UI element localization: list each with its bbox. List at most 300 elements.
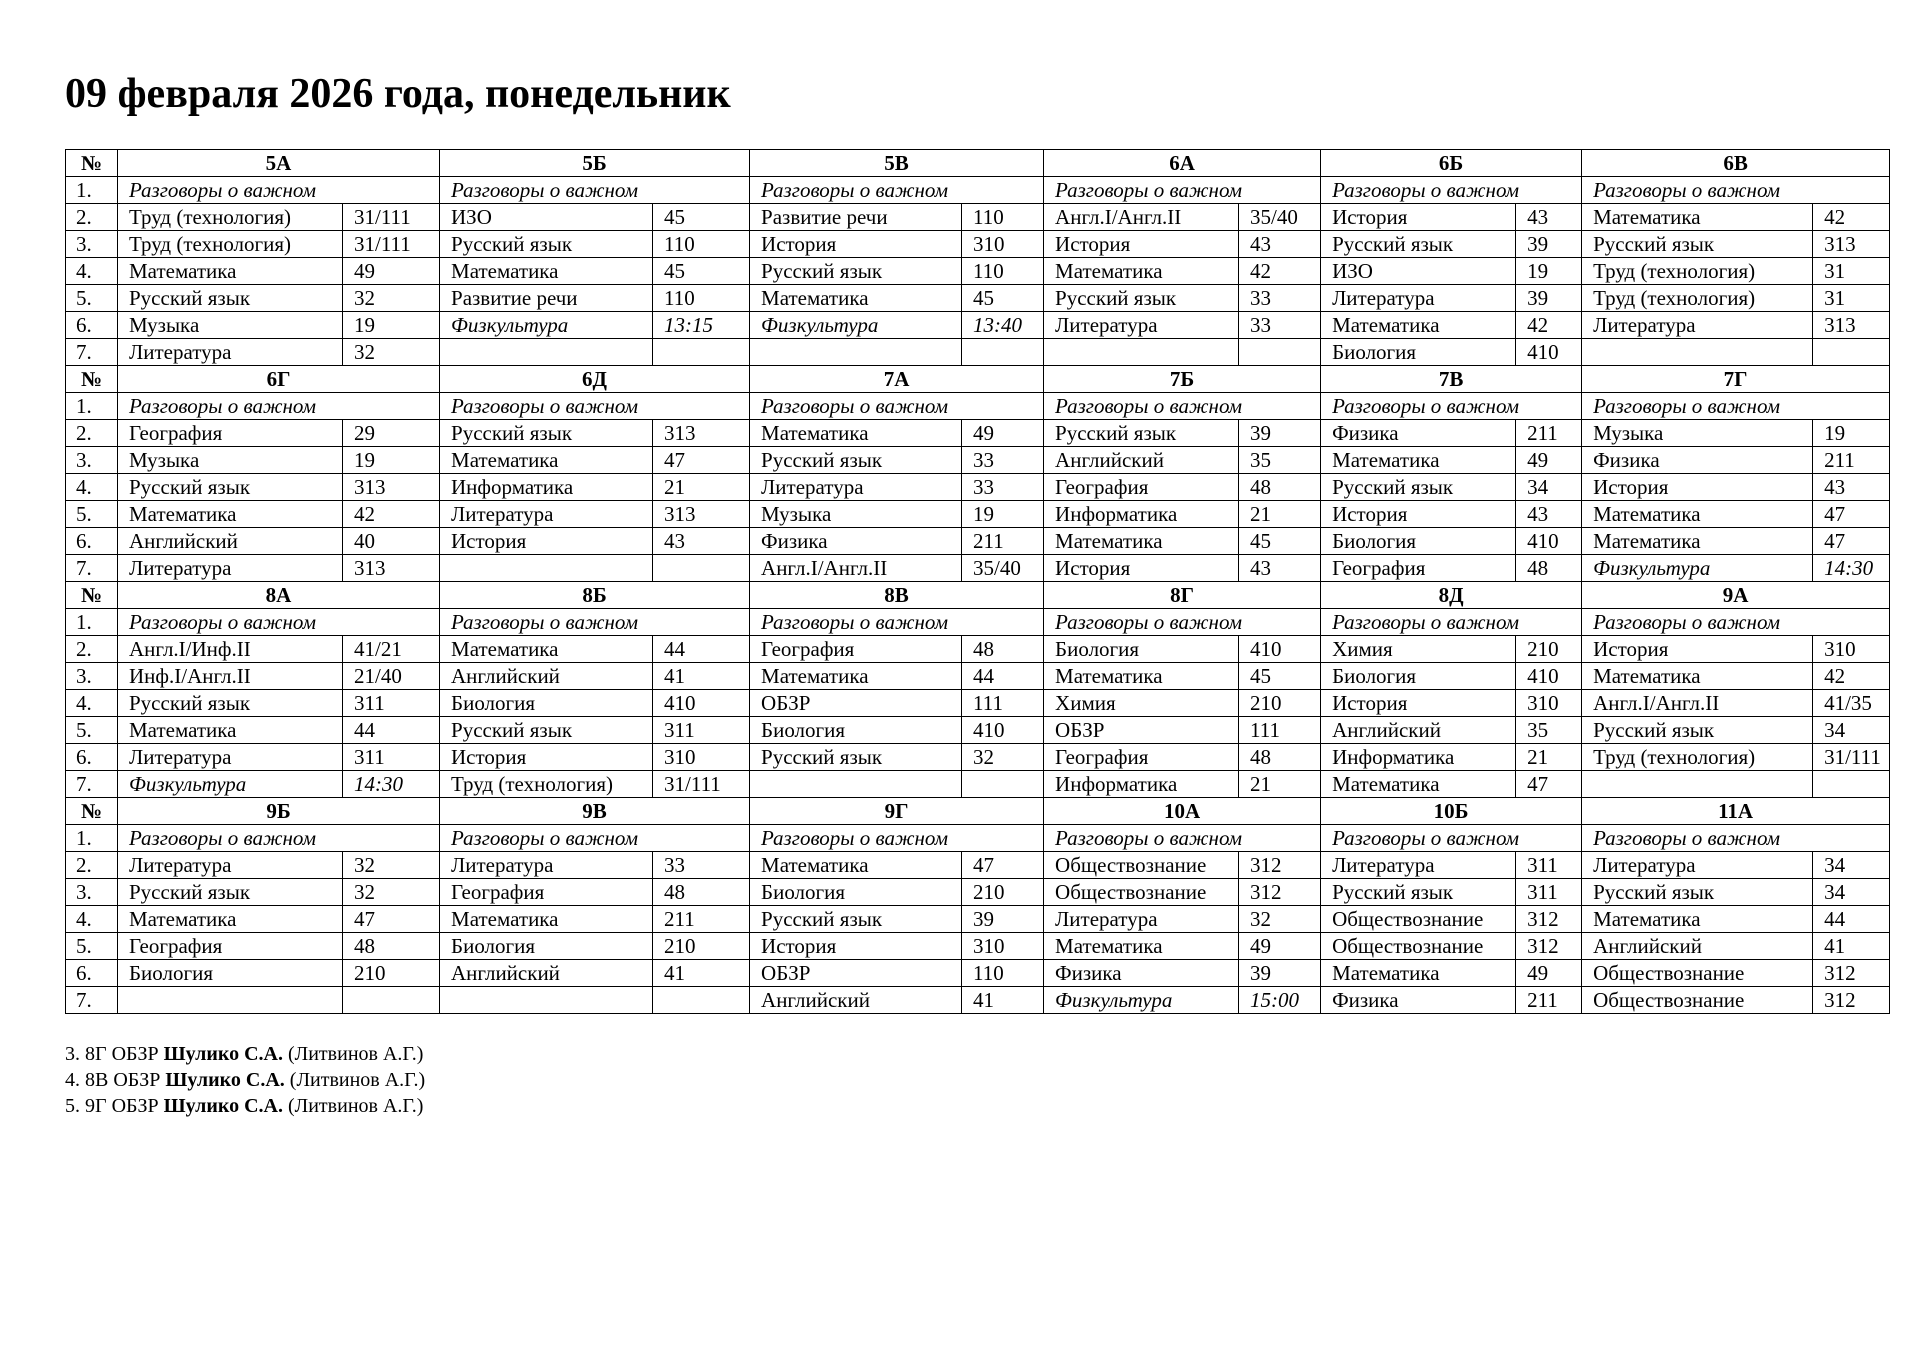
lesson-room: 14:30 [1813, 555, 1890, 582]
lesson-room [653, 339, 750, 366]
lesson-subject: Литература [118, 339, 343, 366]
lesson-room: 14:30 [343, 771, 440, 798]
lesson-subject: Математика [440, 447, 653, 474]
lesson-row [66, 339, 1890, 366]
lesson-room: 49 [1516, 447, 1582, 474]
lesson-room: 310 [653, 744, 750, 771]
lesson-subject: Биология [1321, 339, 1516, 366]
lesson-subject: Английский [750, 987, 962, 1014]
lesson-subject: Русский язык [750, 258, 962, 285]
lesson-room: 31 [1813, 258, 1890, 285]
class-name: 9А [1582, 582, 1890, 609]
number-header: № [66, 798, 118, 825]
lesson-number: 3. [66, 231, 118, 258]
note-suffix: (Литвинов А.Г.) [283, 1095, 424, 1117]
lesson-subject: Физкультура [1044, 987, 1239, 1014]
lesson-room: 33 [1239, 312, 1321, 339]
lesson-room: 41 [1813, 933, 1890, 960]
lesson-subject: Разговоры о важном [1582, 609, 1890, 636]
lesson-room: 310 [962, 231, 1044, 258]
lesson-subject: Разговоры о важном [750, 825, 1044, 852]
lesson-subject [1582, 771, 1813, 798]
lesson-subject: Биология [440, 933, 653, 960]
lesson-subject: Математика [750, 420, 962, 447]
lesson-subject: Физика [1321, 987, 1516, 1014]
lesson-subject: Информатика [1044, 501, 1239, 528]
lesson-row [66, 771, 1890, 798]
lesson-subject: Английский [1582, 933, 1813, 960]
lesson-room: 33 [653, 852, 750, 879]
lesson-subject: Инф.I/Англ.II [118, 663, 343, 690]
lesson-subject: Русский язык [118, 285, 343, 312]
lesson-number: 1. [66, 393, 118, 420]
note-teacher: Шулико С.А. [163, 1043, 283, 1065]
lesson-room: 42 [1239, 258, 1321, 285]
lesson-room: 211 [1516, 420, 1582, 447]
lesson-room: 19 [1813, 420, 1890, 447]
lesson-subject: История [750, 933, 962, 960]
lesson-subject: Биология [1321, 663, 1516, 690]
lesson-subject: Физкультура [1582, 555, 1813, 582]
lesson-subject: Математика [1582, 528, 1813, 555]
lesson-row [66, 204, 1890, 231]
lesson-number: 2. [66, 204, 118, 231]
lesson-subject: Математика [440, 906, 653, 933]
class-name: 5В [750, 150, 1044, 177]
lesson-subject: Разговоры о важном [118, 609, 440, 636]
lesson-subject: Физика [750, 528, 962, 555]
lesson-subject: Разговоры о важном [1044, 177, 1321, 204]
lesson-subject: Разговоры о важном [1321, 609, 1582, 636]
lesson-room: 35/40 [1239, 204, 1321, 231]
lesson-subject: Математика [118, 906, 343, 933]
lesson-room: 210 [1239, 690, 1321, 717]
lesson-subject: Математика [1321, 960, 1516, 987]
lesson-subject: Русский язык [1321, 231, 1516, 258]
lesson-subject: География [440, 879, 653, 906]
lesson-subject: Математика [1582, 501, 1813, 528]
class-name: 5А [118, 150, 440, 177]
lesson-subject: Литература [1044, 906, 1239, 933]
lesson-room: 48 [653, 879, 750, 906]
lesson-subject: Математика [1044, 663, 1239, 690]
class-name: 7В [1321, 366, 1582, 393]
lesson-room: 31 [1813, 285, 1890, 312]
lesson-room: 42 [1813, 663, 1890, 690]
lesson-room: 48 [962, 636, 1044, 663]
lesson-room: 312 [1813, 960, 1890, 987]
lesson-room: 19 [1516, 258, 1582, 285]
lesson-room: 35 [1516, 717, 1582, 744]
lesson-room [653, 987, 750, 1014]
lesson-subject: Труд (технология) [118, 231, 343, 258]
lesson-room: 45 [1239, 663, 1321, 690]
lesson-room: 110 [653, 231, 750, 258]
lesson-room: 311 [343, 744, 440, 771]
lesson-number: 5. [66, 933, 118, 960]
lesson-subject: Разговоры о важном [750, 177, 1044, 204]
lesson-subject: История [750, 231, 962, 258]
class-name: 7Г [1582, 366, 1890, 393]
lesson-row [66, 258, 1890, 285]
lesson-row [66, 825, 1890, 852]
lesson-room: 13:40 [962, 312, 1044, 339]
lesson-subject [750, 771, 962, 798]
lesson-subject: История [1044, 555, 1239, 582]
class-name: 6Б [1321, 150, 1582, 177]
lesson-subject: Музыка [1582, 420, 1813, 447]
lesson-number: 4. [66, 258, 118, 285]
lesson-room [962, 771, 1044, 798]
lesson-subject: Русский язык [750, 744, 962, 771]
lesson-row [66, 609, 1890, 636]
lesson-room: 49 [962, 420, 1044, 447]
lesson-room [1813, 339, 1890, 366]
lesson-room: 310 [962, 933, 1044, 960]
class-name: 10А [1044, 798, 1321, 825]
lesson-subject: История [1321, 204, 1516, 231]
lesson-subject: Труд (технология) [1582, 285, 1813, 312]
lesson-room: 313 [653, 420, 750, 447]
lesson-row [66, 960, 1890, 987]
lesson-room: 34 [1813, 852, 1890, 879]
lesson-room: 21 [1239, 501, 1321, 528]
lesson-room: 43 [1813, 474, 1890, 501]
lesson-room: 42 [343, 501, 440, 528]
lesson-subject: Русский язык [1321, 474, 1516, 501]
lesson-room: 39 [962, 906, 1044, 933]
lesson-room: 48 [343, 933, 440, 960]
lesson-room: 49 [1239, 933, 1321, 960]
lesson-room: 311 [1516, 852, 1582, 879]
lesson-row [66, 933, 1890, 960]
lesson-number: 2. [66, 420, 118, 447]
lesson-subject: История [1321, 690, 1516, 717]
lesson-room: 47 [1813, 528, 1890, 555]
note-prefix: 3. 8Г ОБЗР [65, 1043, 164, 1065]
lesson-subject: Литература [440, 852, 653, 879]
lesson-room: 32 [343, 852, 440, 879]
lesson-subject: География [1044, 474, 1239, 501]
lesson-number: 6. [66, 312, 118, 339]
lesson-room: 19 [343, 312, 440, 339]
lesson-subject: География [118, 420, 343, 447]
note-teacher: Шулико С.А. [163, 1095, 283, 1117]
lesson-room: 312 [1516, 933, 1582, 960]
lesson-room: 45 [653, 204, 750, 231]
lesson-room: 13:15 [653, 312, 750, 339]
lesson-subject: Разговоры о важном [1582, 393, 1890, 420]
lesson-subject: Русский язык [750, 447, 962, 474]
lesson-number: 7. [66, 555, 118, 582]
lesson-room: 31/111 [343, 204, 440, 231]
lesson-subject: История [440, 528, 653, 555]
note-suffix: (Литвинов А.Г.) [283, 1043, 424, 1065]
lesson-room: 49 [1516, 960, 1582, 987]
class-name: 8Г [1044, 582, 1321, 609]
lesson-room: 35/40 [962, 555, 1044, 582]
lesson-room: 110 [653, 285, 750, 312]
lesson-room: 45 [962, 285, 1044, 312]
lesson-subject: ОБЗР [1044, 717, 1239, 744]
lesson-subject: Разговоры о важном [1321, 825, 1582, 852]
lesson-subject: Разговоры о важном [1321, 393, 1582, 420]
lesson-room: 211 [653, 906, 750, 933]
lesson-room: 211 [1813, 447, 1890, 474]
lesson-subject: Русский язык [1044, 420, 1239, 447]
lesson-room: 19 [343, 447, 440, 474]
lesson-subject: Англ.I/Инф.II [118, 636, 343, 663]
lesson-room: 311 [1516, 879, 1582, 906]
class-name: 6Г [118, 366, 440, 393]
lesson-room: 110 [962, 258, 1044, 285]
lesson-room [1239, 339, 1321, 366]
lesson-subject [118, 987, 343, 1014]
number-header: № [66, 150, 118, 177]
lesson-subject: Литература [118, 852, 343, 879]
lesson-room: 210 [653, 933, 750, 960]
note-prefix: 5. 9Г ОБЗР [65, 1095, 164, 1117]
class-name: 7Б [1044, 366, 1321, 393]
lesson-room: 47 [343, 906, 440, 933]
lesson-subject: Разговоры о важном [440, 393, 750, 420]
lesson-subject: Развитие речи [750, 204, 962, 231]
lesson-subject: Разговоры о важном [750, 609, 1044, 636]
lesson-subject: Русский язык [1582, 717, 1813, 744]
lesson-room: 21 [653, 474, 750, 501]
lesson-room: 31/111 [343, 231, 440, 258]
lesson-row [66, 906, 1890, 933]
notes [65, 1041, 425, 1119]
lesson-subject: Русский язык [1582, 879, 1813, 906]
lesson-number: 4. [66, 906, 118, 933]
lesson-subject: Литература [1582, 312, 1813, 339]
lesson-subject: Русский язык [1582, 231, 1813, 258]
lesson-subject: Разговоры о важном [440, 825, 750, 852]
lesson-subject: Обществознание [1582, 960, 1813, 987]
lesson-room: 41/35 [1813, 690, 1890, 717]
lesson-subject: Англ.I/Англ.II [1044, 204, 1239, 231]
lesson-row [66, 393, 1890, 420]
lesson-room: 48 [1516, 555, 1582, 582]
lesson-subject: Английский [1044, 447, 1239, 474]
lesson-subject: ИЗО [1321, 258, 1516, 285]
lesson-room: 32 [343, 339, 440, 366]
class-name: 6Д [440, 366, 750, 393]
lesson-room: 312 [1239, 852, 1321, 879]
lesson-number: 1. [66, 177, 118, 204]
lesson-subject: Английский [1321, 717, 1516, 744]
lesson-room: 210 [343, 960, 440, 987]
lesson-room: 210 [962, 879, 1044, 906]
lesson-row [66, 717, 1890, 744]
class-name: 6А [1044, 150, 1321, 177]
lesson-subject: Труд (технология) [440, 771, 653, 798]
lesson-subject: Литература [118, 744, 343, 771]
lesson-room: 47 [962, 852, 1044, 879]
lesson-room: 111 [962, 690, 1044, 717]
lesson-room: 312 [1813, 987, 1890, 1014]
lesson-room: 39 [1239, 420, 1321, 447]
lesson-room: 410 [653, 690, 750, 717]
lesson-row [66, 987, 1890, 1014]
class-header-row [66, 150, 1890, 177]
lesson-subject: Физика [1321, 420, 1516, 447]
lesson-subject: Русский язык [440, 717, 653, 744]
lesson-room: 21 [1239, 771, 1321, 798]
lesson-room: 31/111 [1813, 744, 1890, 771]
lesson-number: 7. [66, 987, 118, 1014]
lesson-subject: Обществознание [1582, 987, 1813, 1014]
lesson-subject: Физика [1044, 960, 1239, 987]
lesson-room [343, 987, 440, 1014]
lesson-room: 33 [962, 447, 1044, 474]
lesson-room: 410 [1516, 339, 1582, 366]
lesson-room: 313 [1813, 312, 1890, 339]
lesson-room [962, 339, 1044, 366]
lesson-row [66, 420, 1890, 447]
lesson-subject: Информатика [440, 474, 653, 501]
class-name: 10Б [1321, 798, 1582, 825]
schedule-table [65, 149, 1890, 1014]
class-header-row [66, 366, 1890, 393]
lesson-subject: Биология [750, 879, 962, 906]
lesson-subject: География [118, 933, 343, 960]
lesson-room: 21/40 [343, 663, 440, 690]
lesson-subject: Литература [118, 555, 343, 582]
lesson-room: 45 [1239, 528, 1321, 555]
lesson-subject: Литература [1044, 312, 1239, 339]
lesson-subject: Математика [750, 663, 962, 690]
note-suffix: (Литвинов А.Г.) [284, 1069, 426, 1091]
lesson-room: 35 [1239, 447, 1321, 474]
lesson-room: 110 [962, 204, 1044, 231]
lesson-row [66, 501, 1890, 528]
lesson-number: 7. [66, 339, 118, 366]
lesson-number: 5. [66, 501, 118, 528]
lesson-subject: Музыка [750, 501, 962, 528]
class-name: 6В [1582, 150, 1890, 177]
lesson-number: 6. [66, 960, 118, 987]
lesson-room: 44 [653, 636, 750, 663]
lesson-number: 1. [66, 825, 118, 852]
lesson-room: 39 [1516, 285, 1582, 312]
lesson-room: 43 [1239, 555, 1321, 582]
lesson-subject: Математика [1582, 204, 1813, 231]
lesson-subject: Химия [1321, 636, 1516, 663]
lesson-subject: Литература [1321, 852, 1516, 879]
lesson-subject: Русский язык [118, 879, 343, 906]
lesson-number: 5. [66, 285, 118, 312]
class-name: 7А [750, 366, 1044, 393]
lesson-room: 39 [1516, 231, 1582, 258]
class-name: 8Д [1321, 582, 1582, 609]
note-line [65, 1093, 425, 1119]
lesson-subject: ИЗО [440, 204, 653, 231]
lesson-room: 31/111 [653, 771, 750, 798]
lesson-row [66, 177, 1890, 204]
lesson-room: 311 [653, 717, 750, 744]
lesson-subject [1582, 339, 1813, 366]
class-header-row [66, 798, 1890, 825]
lesson-room: 313 [1813, 231, 1890, 258]
lesson-row [66, 690, 1890, 717]
lesson-room: 34 [1813, 879, 1890, 906]
note-teacher: Шулико С.А. [165, 1069, 285, 1091]
lesson-subject: Обществознание [1321, 906, 1516, 933]
lesson-subject: Литература [1582, 852, 1813, 879]
lesson-subject: Англ.I/Англ.II [1582, 690, 1813, 717]
lesson-room: 313 [343, 474, 440, 501]
lesson-subject: География [1044, 744, 1239, 771]
lesson-room: 41 [653, 960, 750, 987]
lesson-subject: Математика [750, 285, 962, 312]
lesson-subject: Английский [118, 528, 343, 555]
lesson-subject: ОБЗР [750, 690, 962, 717]
lesson-subject: Математика [1582, 663, 1813, 690]
lesson-subject: Русский язык [1321, 879, 1516, 906]
lesson-room: 39 [1239, 960, 1321, 987]
lesson-room: 43 [653, 528, 750, 555]
lesson-subject: Разговоры о важном [440, 177, 750, 204]
class-name: 8А [118, 582, 440, 609]
lesson-room: 111 [1239, 717, 1321, 744]
note-line [65, 1067, 425, 1093]
lesson-subject: Русский язык [118, 474, 343, 501]
lesson-subject: История [1582, 636, 1813, 663]
lesson-subject: Русский язык [1044, 285, 1239, 312]
lesson-room: 42 [1813, 204, 1890, 231]
lesson-subject: Разговоры о важном [1582, 177, 1890, 204]
lesson-room: 19 [962, 501, 1044, 528]
lesson-subject: Разговоры о важном [1044, 825, 1321, 852]
lesson-subject [750, 339, 962, 366]
lesson-room: 45 [653, 258, 750, 285]
page-title: 09 февраля 2026 года, понедельник [65, 71, 731, 117]
lesson-number: 4. [66, 474, 118, 501]
lesson-room: 34 [1813, 717, 1890, 744]
lesson-room: 33 [1239, 285, 1321, 312]
lesson-subject: История [1321, 501, 1516, 528]
lesson-room: 32 [962, 744, 1044, 771]
lesson-room: 312 [1239, 879, 1321, 906]
lesson-subject [440, 339, 653, 366]
lesson-row [66, 528, 1890, 555]
schedule-body [66, 150, 1890, 1014]
lesson-subject: ОБЗР [750, 960, 962, 987]
lesson-room: 211 [962, 528, 1044, 555]
lesson-subject: Разговоры о важном [1044, 393, 1321, 420]
lesson-row [66, 879, 1890, 906]
lesson-number: 4. [66, 690, 118, 717]
lesson-number: 3. [66, 879, 118, 906]
lesson-subject: Разговоры о важном [118, 825, 440, 852]
lesson-subject: Математика [118, 258, 343, 285]
lesson-room: 29 [343, 420, 440, 447]
lesson-subject: Математика [440, 636, 653, 663]
lesson-subject: Биология [1044, 636, 1239, 663]
lesson-room: 312 [1516, 906, 1582, 933]
lesson-subject: Музыка [118, 447, 343, 474]
lesson-subject: Физкультура [118, 771, 343, 798]
class-name: 9Г [750, 798, 1044, 825]
lesson-subject: Разговоры о важном [750, 393, 1044, 420]
lesson-subject: Биология [440, 690, 653, 717]
lesson-subject [440, 555, 653, 582]
lesson-room [653, 555, 750, 582]
lesson-room: 33 [962, 474, 1044, 501]
lesson-room: 44 [343, 717, 440, 744]
